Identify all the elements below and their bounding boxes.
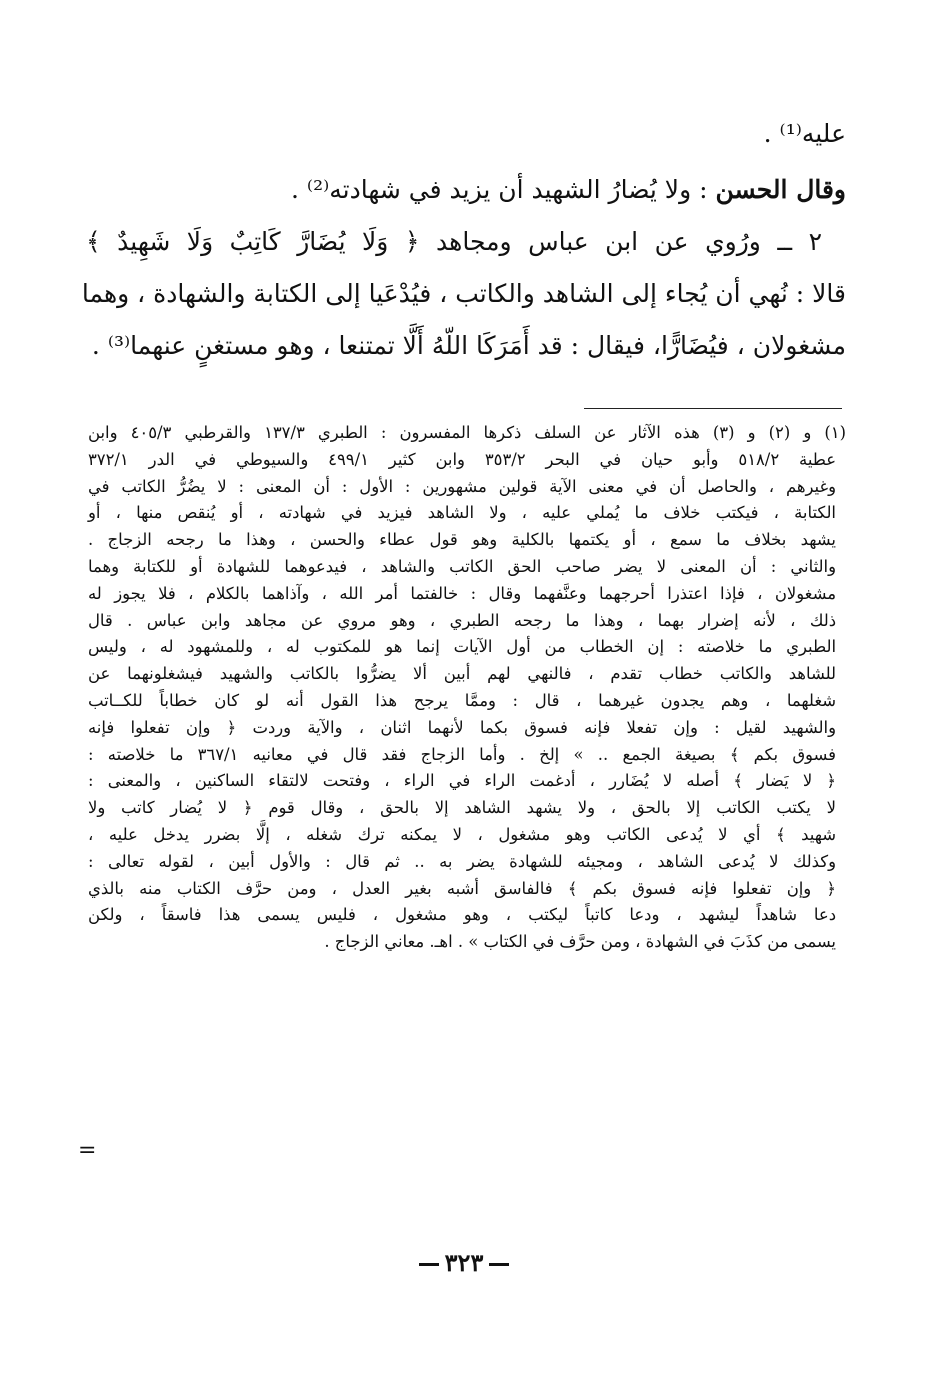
main-line-1: عليه⁽¹⁾ .	[763, 119, 846, 148]
footnote-line: ﴿ وإن تفعلوا فإنه فسوق بكم ﴾ فالفاسق أشبه بغير العدل ، ومن حرَّف الكتاب منه بالذي	[88, 878, 836, 898]
page-number-dash	[419, 1263, 439, 1266]
footnote-line: للشاهد والكاتب خطاب تقدم ، فالنهي لهم أبين ألا يضرُّوا بالكاتب والشهيد فيشغلونهما عن	[88, 664, 836, 684]
footnote-line: مشغولان ، فإذا اعتذرا أحرجهما وعنَّفهما وقال : خالفتما أمر الله ، وآذاهما بالكلام ، فلا يجوز له	[88, 583, 836, 603]
speaker-name: وقال الحسن	[715, 175, 846, 204]
footnote-line: ذلك ، لأنه إضرار بهما ، وهذا ما رجحه الطبري ، وهو مروي عن مجاهد وابن عباس . قال	[88, 610, 836, 630]
footnote-line: الكتابة ، فيكتب خلاف ما يُملي عليه ، ولا الشاهد فيزيد في شهادته ، أو يُنقص منها ، أو	[88, 503, 836, 523]
footnote-line: شغلهما ، وهم يجدون غيرهما ، قال : وممَّا يرجح هذا القول أنه لو كان خطاباً للكــاتب	[88, 690, 836, 710]
footnotes-block	[88, 420, 847, 956]
footnote-line: عطية ٥١٨/٢ وأبو حيان في البحر ٣٥٣/٢ وابن كثير ٤٩٩/١ والسيوطي في الدر ٣٧٢/١	[88, 449, 837, 469]
footnote-line: وكذلك لا يُدعى الشاهد ، ومجيئه للشهادة يضر به .. ثم قال : والأول أبين ، لقوله تعالى :	[88, 851, 836, 871]
footnote-line: يشهد بخلاف ما سمع ، أو يكتمها بالكلية وهو قول عطاء والحسن ، وهذا ما رجحه الزجاج .	[88, 530, 836, 550]
page-number-dash	[489, 1263, 509, 1266]
footnote-line: الطبري ما خلاصته : إن الخطاب من أول الآيات إنما هو للمكتوب له ، وللمشهود له ، وليس	[88, 637, 836, 657]
continuation-mark: =	[78, 1138, 97, 1163]
footnote-line: (١) و (٢) و (٣) هذه الآثار عن السلف ذكرها المفسرون : الطبري ١٣٧/٣ والقرطبي ٤٠٥/٣ وابن	[88, 423, 847, 442]
footnote-line: شهيد ﴾ أي لا يُدعى الكاتب وهو مشغول ، لا يمكنه ترك شغله ، إلَّا بضرر يدخل عليه ،	[88, 824, 836, 844]
main-line-5: مشغولان ، فيُضَارًّا، فيقال : قد أَمَرَكَا اللّهُ أَلَّا تمتنعا ، وهو مستغنٍ عنهما⁽³⁾ .	[91, 331, 846, 360]
footnote-line: ﴿ لا يَضار ﴾ أصله لا يُضَارر ، أدغمت الراء في الراء ، وفتحت لالتقاء الساكنين ، والمعنى :	[88, 771, 836, 791]
footnote-line: لا يكتب الكاتب إلا بالحق ، ولا يشهد الشاهد إلا بالحق ، وقال قوم ﴿ لا يُضار كاتب ولا	[88, 798, 836, 818]
footnote-line: فسوق بكم ﴾ بصيغة الجمع .. » إلخ . وأما الزجاج فقد قال في معانيه ٣٦٧/١ ما خلاصته :	[88, 744, 836, 764]
footnote-line: يسمى من كذَبَ في الشهادة ، ومن حرَّف في الكتاب » . اهـ. معاني الزجاج .	[324, 932, 836, 952]
footnote-line: دعا شاهداً ليشهد ، ودعا كاتباً ليكتب ، وهو مشغول ، فليس يسمى هذا فاسقاً ، ولكن	[88, 905, 836, 925]
main-line-3: ٢ ــ ورُوي عن ابن عباس ومجاهد ﴿ وَلَا يُضَارَّ كَاتِبٌ وَلَا شَهِيدٌ ﴾	[86, 227, 822, 256]
footnote-separator	[584, 408, 842, 409]
main-text-block	[81, 108, 846, 372]
footnote-line: والشهيد لقيل : وإن تفعلا فإنه فسوق بكما لأنهما اثنان ، والآية وردت ﴿ وإن تفعلوا فإنه	[88, 717, 836, 737]
footnote-line: وغيرهم ، والحاصل أن في معنى الآية قولين مشهورين : الأول : أن المعنى : لا يضُرُّ الكاتب في	[88, 476, 836, 496]
main-line-2: وقال الحسن : ولا يُضارُ الشهيد أن يزيد في شهادته⁽²⁾ .	[291, 175, 846, 204]
page-number: ٣٢٣	[0, 1248, 928, 1277]
main-line-4: قالا : نُهي أن يُجاء إلى الشاهد والكاتب ، فيُدْعَيا إلى الكتابة والشهادة ، وهما	[81, 279, 846, 308]
footnote-line: والثاني : أن المعنى لا يضر صاحب الحق الكاتب والشاهد ، فيدعوهما للشهادة أو للكتابة وهما	[88, 556, 836, 576]
